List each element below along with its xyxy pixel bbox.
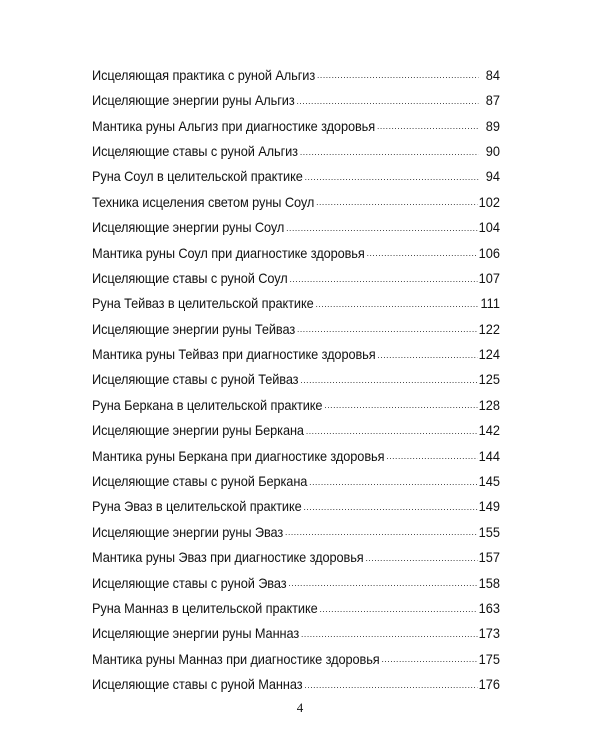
dot-leader [301,629,478,639]
toc-entry-title: Исцеляющие энергии руны Эваз [92,524,284,540]
toc-entry-title: Мантика руны Соул при диагностике здоровья [92,245,365,261]
toc-entry-page: 90 [485,143,500,159]
toc-entry-title: Руна Соул в целительской практике [92,169,303,185]
toc-entry [92,412,500,437]
toc-entry-title: Исцеляющие ставы с руной Соул [92,270,288,286]
dot-leader [316,197,478,207]
toc-entry [92,489,500,514]
dot-leader [324,400,477,410]
toc-entry-page: 122 [478,321,500,337]
toc-entry [92,82,500,107]
dot-leader [386,451,477,461]
dot-leader [381,654,477,664]
toc-entry [92,590,500,615]
dot-leader [365,553,477,563]
toc-entry [92,539,500,564]
toc-entry [92,387,500,412]
toc-entry-title: Исцеляющие энергии руны Манназ [92,626,300,642]
toc-entry-page: 145 [478,474,500,490]
toc-entry-page: 111 [480,296,500,312]
dot-leader [288,578,477,588]
toc-entry-title: Мантика руны Беркана при диагностике здоровья [92,448,385,464]
dot-leader [377,350,477,360]
toc-entry [92,57,500,82]
toc-entry-title: Исцеляющие энергии руны Тейваз [92,321,296,337]
toc-entry-title: Исцеляющие энергии руны Альгиз [92,93,295,109]
toc-entry-page: 173 [478,626,500,642]
toc-entry-page: 102 [478,194,500,210]
toc-entry-page: 142 [478,423,500,439]
toc-entry-page: 128 [478,397,500,413]
toc-entry-page: 149 [478,499,500,515]
dot-leader [320,604,478,614]
dot-leader [317,70,478,80]
toc-entry [92,641,500,666]
toc-entry-title: Руна Манназ в целительской практике [92,601,318,616]
dot-leader [306,426,478,436]
dot-leader [315,299,478,309]
page-number: 4 [296,700,304,715]
toc-entry-title: Руна Беркана в целительской практике [92,397,323,413]
toc-entry [92,336,500,361]
toc-entry-page: 124 [478,347,500,363]
dot-leader [367,248,478,258]
toc-entry [92,514,500,539]
toc-entry-page: 106 [478,245,500,261]
dot-leader [285,527,478,537]
toc-entry-page: 163 [478,601,500,616]
toc-entry-title: Исцеляющие энергии руны Беркана [92,423,304,439]
dot-leader [297,324,478,334]
toc-entry-title: Исцеляющие ставы с руной Эваз [92,575,287,591]
toc-entry [92,565,500,590]
toc-entry-page: 155 [478,524,500,540]
table-of-contents [92,57,500,692]
toc-entry [92,184,500,209]
toc-entry [92,311,500,336]
toc-entry [92,616,500,641]
toc-entry-title: Мантика руны Альгиз при диагностике здоровья [92,118,376,134]
toc-entry-title: Мантика руны Манназ при диагностике здоровья [92,651,380,667]
toc-entry-page: 94 [485,169,500,185]
dot-leader [377,121,478,131]
toc-entry-page: 84 [485,67,500,83]
dot-leader [300,375,477,385]
dot-leader [305,172,479,182]
toc-entry-title: Исцеляющие ставы с руной Манназ [92,677,303,693]
toc-entry-title: Исцеляющие энергии руны Соул [92,220,285,236]
toc-entry [92,438,500,463]
toc-entry-page: 176 [478,677,500,693]
toc-entry-page: 175 [478,651,500,667]
toc-entry-title: Мантика руны Эваз при диагностике здоровья [92,550,364,566]
toc-entry-page: 89 [485,118,500,134]
toc-entry-page: 104 [478,220,500,236]
toc-entry-page: 144 [478,448,500,464]
dot-leader [286,223,478,233]
toc-entry-title: Руна Тейваз в целительской практике [92,296,314,312]
toc-entry [92,260,500,285]
toc-entry [92,362,500,387]
toc-entry-title: Мантика руны Тейваз при диагностике здоровья [92,347,376,363]
toc-entry-title: Исцеляющие ставы с руной Беркана [92,474,308,490]
toc-entry-page: 125 [478,372,500,388]
toc-entry [92,463,500,488]
toc-entry-page: 158 [478,575,500,591]
toc-entry [92,133,500,158]
toc-entry-title: Исцеляющая практика с руной Альгиз [92,67,316,83]
toc-entry-title: Исцеляющие ставы с руной Тейваз [92,372,299,388]
dot-leader [304,502,478,512]
toc-entry [92,235,500,260]
dot-leader [300,147,479,157]
dot-leader [309,477,478,487]
toc-entry-page: 107 [478,270,500,286]
toc-entry [92,209,500,234]
toc-entry-title: Руна Эваз в целительской практике [92,499,302,515]
toc-entry-title: Исцеляющие ставы с руной Альгиз [92,143,298,159]
toc-entry [92,108,500,133]
toc-entry-title: Техника исцеления светом руны Соул [92,194,315,210]
dot-leader [289,274,477,284]
toc-entry [92,286,500,311]
dot-leader [304,680,477,690]
toc-entry-page: 157 [478,550,500,566]
toc-entry [92,159,500,184]
toc-entry-page: 87 [485,93,500,109]
dot-leader [296,96,478,106]
toc-entry [92,666,500,691]
